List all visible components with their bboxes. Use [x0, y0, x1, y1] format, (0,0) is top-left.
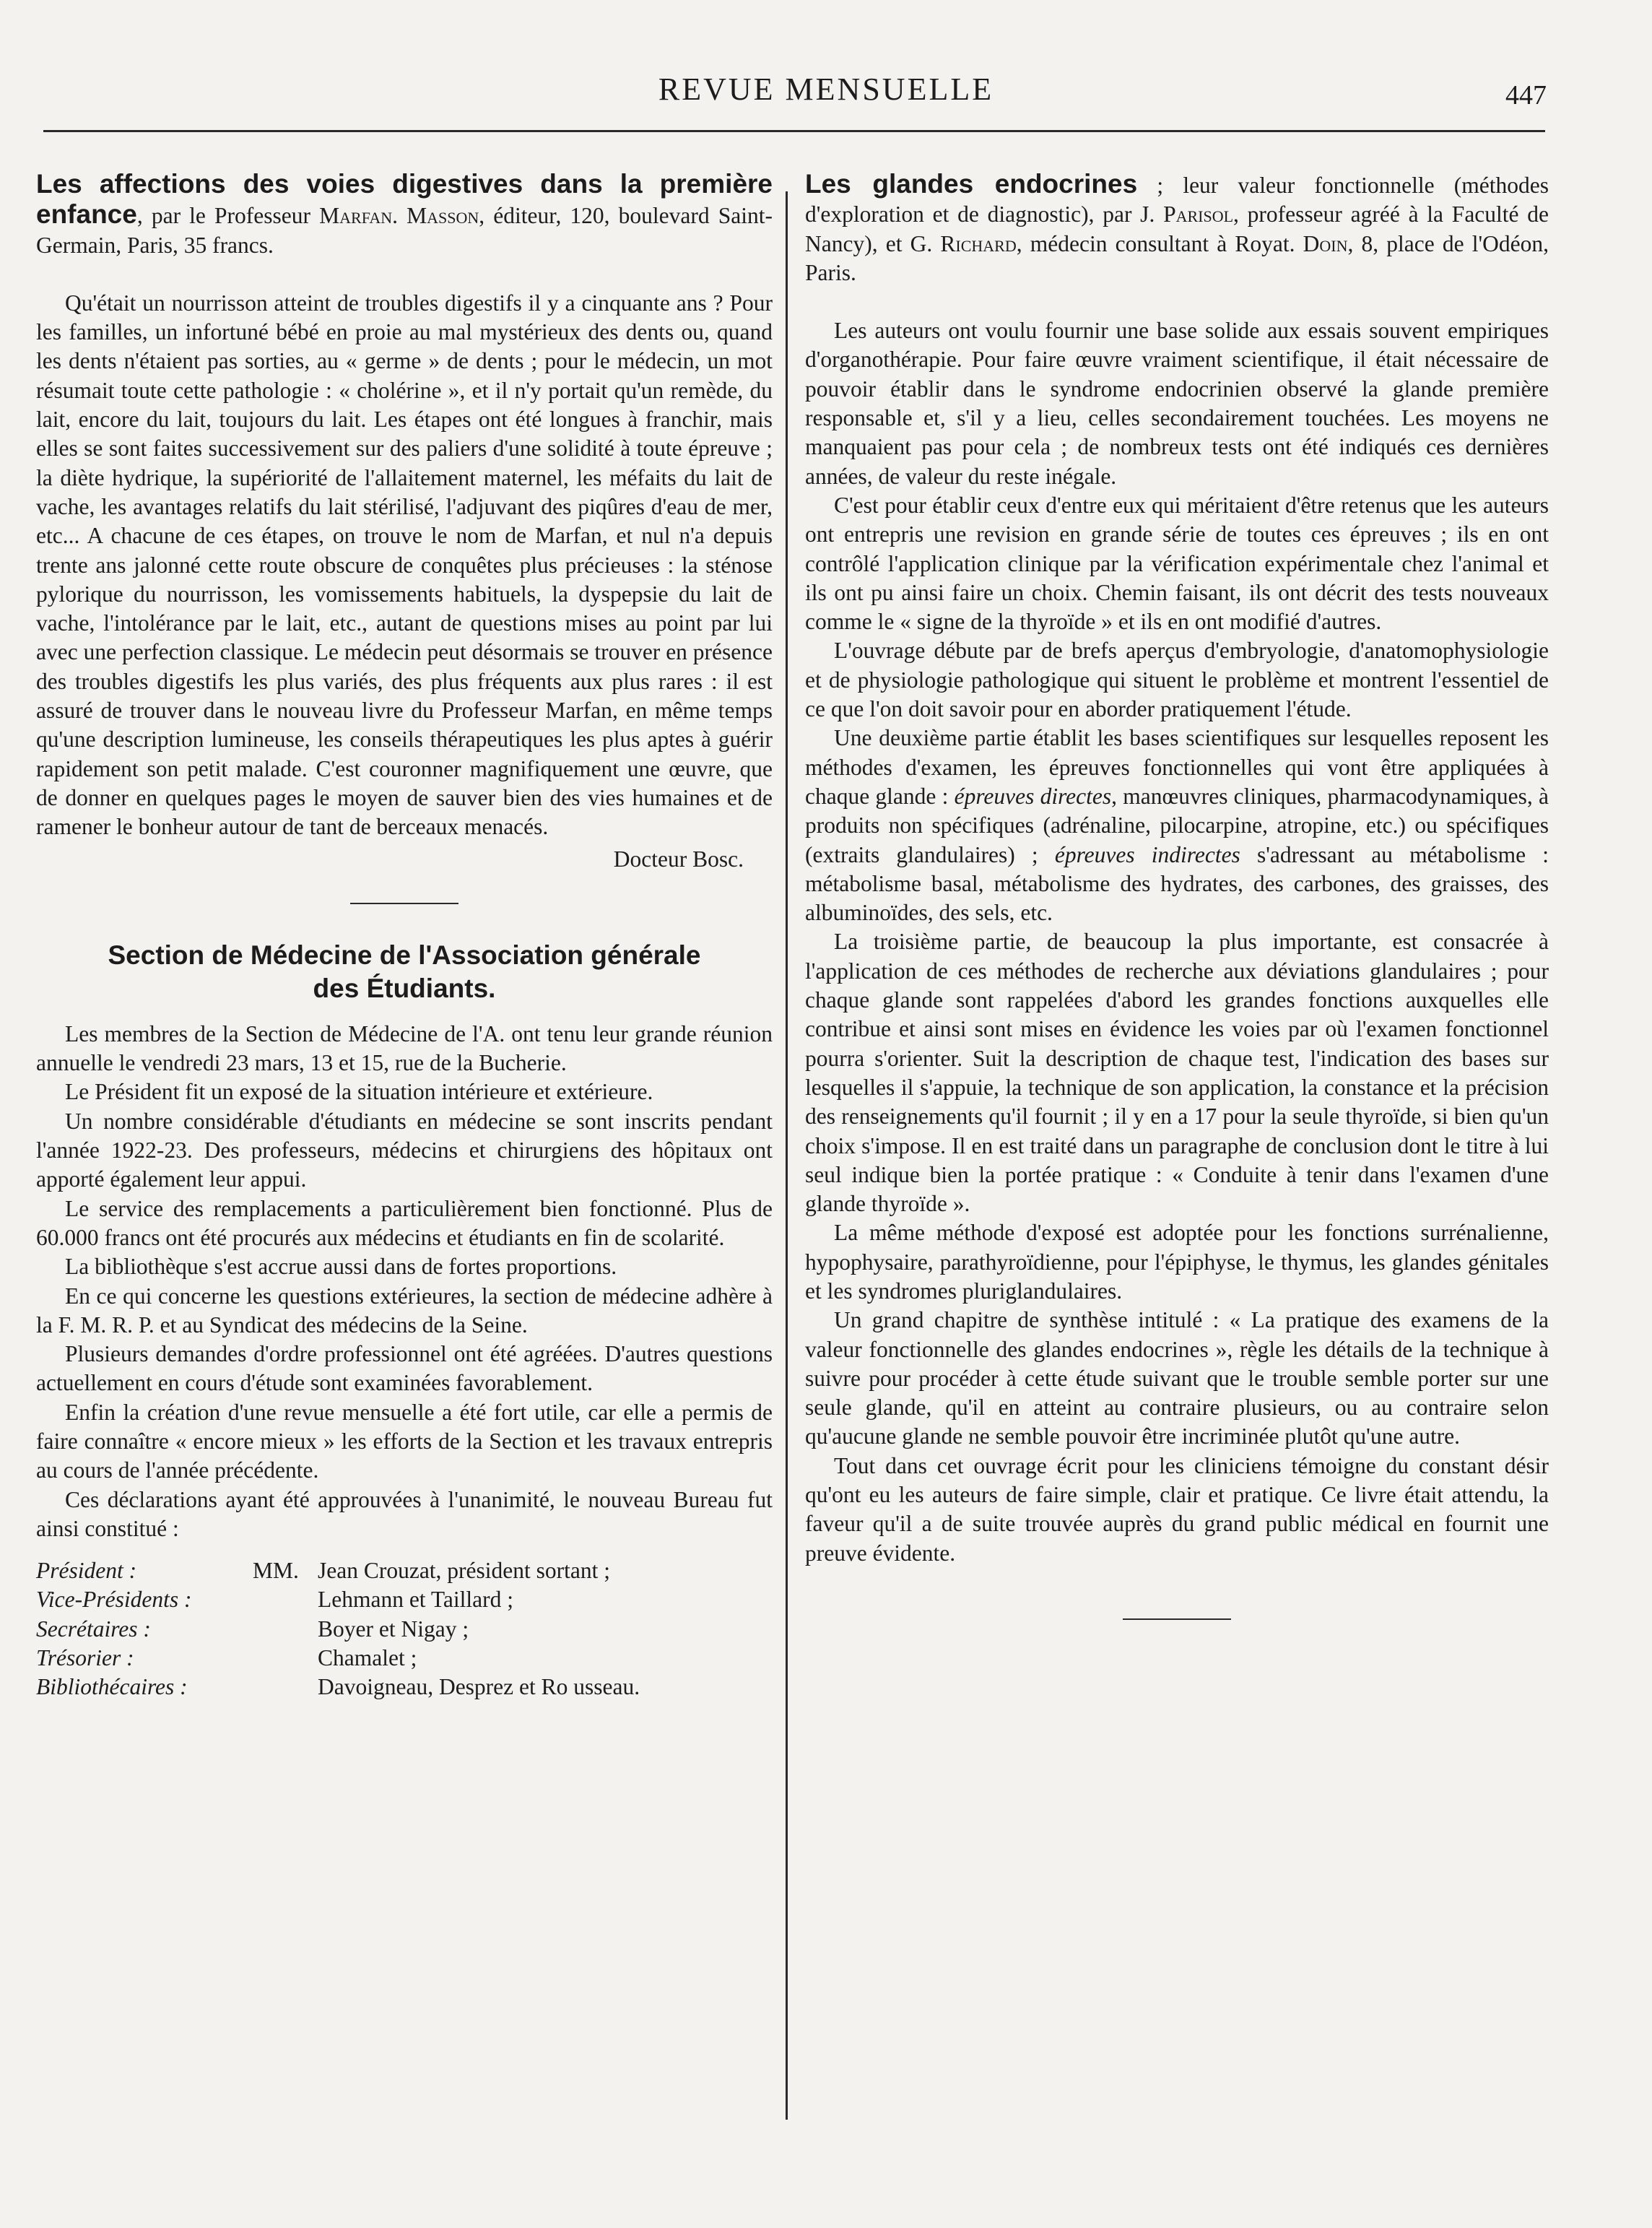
review-title: Les affections des voies digestives dans la première enfance	[36, 169, 773, 230]
author-name: Marfan	[319, 203, 393, 229]
section-paragraph: Le service des remplacements a particulièrement bien fonctionné. Plus de 60.000 francs ont été procurés aux médecins et étudiants en fin de scolarité.	[36, 1195, 773, 1250]
bureau-mm	[253, 1644, 318, 1673]
publisher-name: Doin	[1303, 230, 1348, 256]
page-number: 447	[1505, 80, 1547, 110]
byline-text: , par le Professeur	[136, 203, 320, 229]
bureau-row	[36, 1673, 773, 1702]
bureau-role: Bibliothécaires :	[36, 1674, 188, 1700]
bureau-role: Président :	[36, 1558, 137, 1584]
section-paragraph: Enfin la création d'une revue mensuelle a été fort utile, car elle a permis de faire connaître « encore mieux » les efforts de la Section et les travaux entrepris au cours de l'année précédente.	[36, 1399, 773, 1483]
paragraph-text: s'adressant au métabolisme : métabolisme basal, métabolisme des hydrates, des carbones, des graisses, des albuminoïdes, des sels, etc.	[805, 841, 1549, 926]
bureau-names: Chamalet ;	[318, 1645, 417, 1671]
bureau-row	[36, 1556, 773, 1585]
review-paragraph: La même méthode d'exposé est adoptée pour les fonctions surrénalienne, hypophysaire, parathyroïdienne, pour l'épiphyse, le thymus, les glandes génitales et les syndromes pluriglandulaires.	[805, 1220, 1549, 1304]
section-paragraph: Le Président fit un exposé de la situation intérieure et extérieure.	[65, 1079, 653, 1105]
bureau-names: Davoigneau, Desprez et Ro usseau.	[318, 1674, 640, 1700]
bureau-mm	[253, 1673, 318, 1702]
review-paragraph: L'ouvrage débute par de brefs aperçus d'embryologie, d'anatomophysiologie et de physiologie pathologique qui situent le problème et montrent l'essentiel de ce que l'on doit savoir pour en aborder pratiquement l'étude.	[805, 638, 1549, 722]
byline-text: , médecin consultant à Royat.	[1016, 230, 1303, 256]
bureau-names: Jean Crouzat, président sortant ;	[318, 1558, 611, 1584]
section-paragraph: Un nombre considérable d'étudiants en médecine se sont inscrits pendant l'année 1922-23. Des professeurs, médecins et chirurgiens des hôpitaux ont apporté également leur appui.	[36, 1108, 773, 1192]
review-paragraph: La troisième partie, de beaucoup la plus importante, est consacrée à l'application de ces méthodes de recherche aux déviations glandulaires ; pour chaque glande sont rappelées d'abord les grandes fonctions auxquelles elle contribue et ainsi sont mises en évidence les voies par où l'examen fonctionnel pourra s'orienter. Suit la description de chaque test, l'indication des bases sur lesquelles il s'appuie, la technique de son application, la constance et la précision des renseignements qu'il fournit ; il y en a 17 pour la seule thyroïde, si bien qu'un choix s'impose. Il en est traité dans un paragraphe de conclusion dont le titre à lui seul indique bien la portée pratique : « Conduite à tenir dans l'examen d'une glande thyroïde ».	[805, 929, 1549, 1217]
section-heading	[36, 939, 773, 1005]
publisher-name: Masson	[407, 203, 479, 229]
section-paragraph: Ces déclarations ayant été approuvées à l'unanimité, le nouveau Bureau fut ainsi constitué :	[36, 1486, 773, 1541]
emphasis-text: épreuves directes	[954, 783, 1112, 809]
byline-text: , éditeur, 120, boulevard Saint-Germain, Paris, 35 francs.	[36, 203, 773, 258]
review-paragraph: Un grand chapitre de synthèse intitulé : « La pratique des examens de la valeur fonctionnelle des glandes endocrines », règle les détails de la technique à suivre pour procéder à cette étude suivant que le trouble semble porter sur une seule glande, qu'il en atteint au contraire plusieurs, ou au contraire selon qu'aucune glande ne semble pouvoir être incriminée plutôt qu'une autre.	[805, 1307, 1549, 1449]
byline-text: ; leur valeur fonctionnelle (méthodes d'exploration et de diagnostic), par J.	[805, 173, 1549, 227]
review-paragraph: Les auteurs ont voulu fournir une base solide aux essais souvent empiriques d'organothérapie. Pour faire œuvre vraiment scientifique, il était nécessaire de pouvoir établir dans le syndrome endocrinien observé la glande première responsable et, s'il y a lieu, celles secondairement touchées. Les moyens ne manquaient pas pour cela ; de nombreux tests ont été indiqués ces dernières années, de valeur du reste inégale.	[805, 318, 1549, 489]
review-paragraph: C'est pour établir ceux d'entre eux qui méritaient d'être retenus que les auteurs ont entrepris une revision en grande série de toutes ces épreuves ; ils en ont contrôlé l'application clinique par la vérification expérimentale chez l'animal et ils ont pu ainsi faire un choix. Chemin faisant, ils ont décrit des tests nouveaux comme le « signe de la thyroïde » et ils en ont modifié d'autres.	[805, 492, 1549, 635]
paragraph-text: Une deuxième partie établit les bases scientifiques sur lesquelles reposent les méthodes d'examen, les épreuves fonctionnelles qui vont être appliquées à chaque glande :	[805, 725, 1549, 809]
byline-text: , professeur agréé à la Faculté de Nancy), et G.	[805, 201, 1549, 256]
review-body: Qu'était un nourrisson atteint de troubles digestifs il y a cinquante ans ? Pour les familles, un infortuné bébé en proie au mal mystérieux des dents ou, quand les dents n'étaient pas sorties, au « germe » de dents ; pour le médecin, un mot résumait toute cette pathologie : « cholérine », et il n'y portait qu'un remède, du lait, encore du lait, toujours du lait. Les étapes ont été longues à franchir, mais elles se sont faites successivement sur des paliers d'une solidité à toute épreuve ; la diète hydrique, la supériorité de l'allaitement maternel, les méfaits du lait de vache, les avantages relatifs du lait stérilisé, l'adjuvant des piqûres d'eau de mer, etc... A chacune de ces étapes, on trouve le nom de Marfan, et nul n'a depuis trente ans jalonné cette route obscure de conquêtes plus précieuses : la sténose pylorique du nourrisson, les vomissements habituels, la dyspepsie du lait de vache, l'intolérance par le lait, etc., autant de questions mises au point par lui avec une perfection classique. Le médecin peut désormais se trouver en présence des troubles digestifs les plus variés, des plus fréquents aux plus rares : il est assuré de trouver dans le nouveau livre du Professeur Marfan, en même temps qu'une description lumineuse, les conseils thérapeutiques les plus aptes à guérir rapidement son petit malade. C'est couronner magnifiquement une œuvre, que de donner en quelques pages le moyen de sauver bien des vies humaines et de ramener le bonheur autour de tant de berceaux menacés.	[36, 290, 773, 840]
separator-rule	[1123, 1618, 1231, 1620]
signature: Docteur Bosc.	[613, 846, 744, 872]
left-column	[36, 170, 773, 1702]
section-paragraph: Plusieurs demandes d'ordre professionnel ont été agréées. D'autres questions actuellement en cours d'étude sont examinées favorablement.	[36, 1341, 773, 1396]
running-head: REVUE MENSUELLE	[658, 71, 994, 107]
section-paragraph: Les membres de la Section de Médecine de l'A. ont tenu leur grande réunion annuelle le vendredi 23 mars, 13 et 15, rue de la Bucherie.	[36, 1020, 773, 1076]
bureau-mm: MM.	[253, 1558, 299, 1584]
review-title: Les glandes endocrines	[805, 169, 1138, 199]
author-name: Parisol	[1163, 201, 1234, 227]
section-paragraph: La bibliothèque s'est accrue aussi dans de fortes proportions.	[65, 1254, 617, 1280]
bureau-row	[36, 1644, 773, 1673]
bureau-mm	[253, 1585, 318, 1614]
bureau-row	[36, 1615, 773, 1644]
review-paragraph	[805, 724, 1549, 927]
author-name: Richard	[940, 230, 1017, 256]
header-rule	[43, 130, 1545, 132]
bureau-role: Secrétaires :	[36, 1616, 151, 1642]
paragraph-text: , manœuvres cliniques, pharmacodynamiques, à produits non spécifiques (adrénaline, pilocarpine, atropine, etc.) ou spécifiques (extraits glandulaires) ;	[805, 783, 1549, 867]
separator-rule	[350, 903, 458, 904]
section-heading-line: des Étudiants.	[313, 973, 496, 1003]
bureau-role: Trésorier :	[36, 1645, 134, 1671]
bureau-mm	[253, 1615, 318, 1644]
byline-text: .	[392, 203, 407, 229]
right-column	[805, 170, 1549, 1620]
emphasis-text: épreuves indirectes	[1054, 841, 1240, 867]
bureau-names: Boyer et Nigay ;	[318, 1616, 469, 1642]
section-paragraph: En ce qui concerne les questions extérieures, la section de médecine adhère à la F. M. R. P. et au Syndicat des médecins de la Seine.	[36, 1283, 773, 1338]
byline-text: , 8, place de l'Odéon, Paris.	[805, 230, 1549, 285]
section-heading-line: Section de Médecine de l'Association générale	[108, 940, 701, 970]
bureau-list	[36, 1556, 773, 1702]
bureau-names: Lehmann et Taillard ;	[318, 1587, 513, 1613]
review-endocrine-heading	[805, 170, 1549, 287]
bureau-row	[36, 1585, 773, 1614]
review-marfan-heading	[36, 170, 773, 260]
review-paragraph: Tout dans cet ouvrage écrit pour les cliniciens témoigne du constant désir qu'ont eu les auteurs de faire simple, clair et pratique. Ce livre était attendu, la faveur qu'il a de suite trouvée auprès du grand public médical en fournit une preuve évidente.	[805, 1452, 1549, 1566]
column-divider	[786, 191, 788, 2120]
bureau-role: Vice-Présidents :	[36, 1587, 192, 1613]
